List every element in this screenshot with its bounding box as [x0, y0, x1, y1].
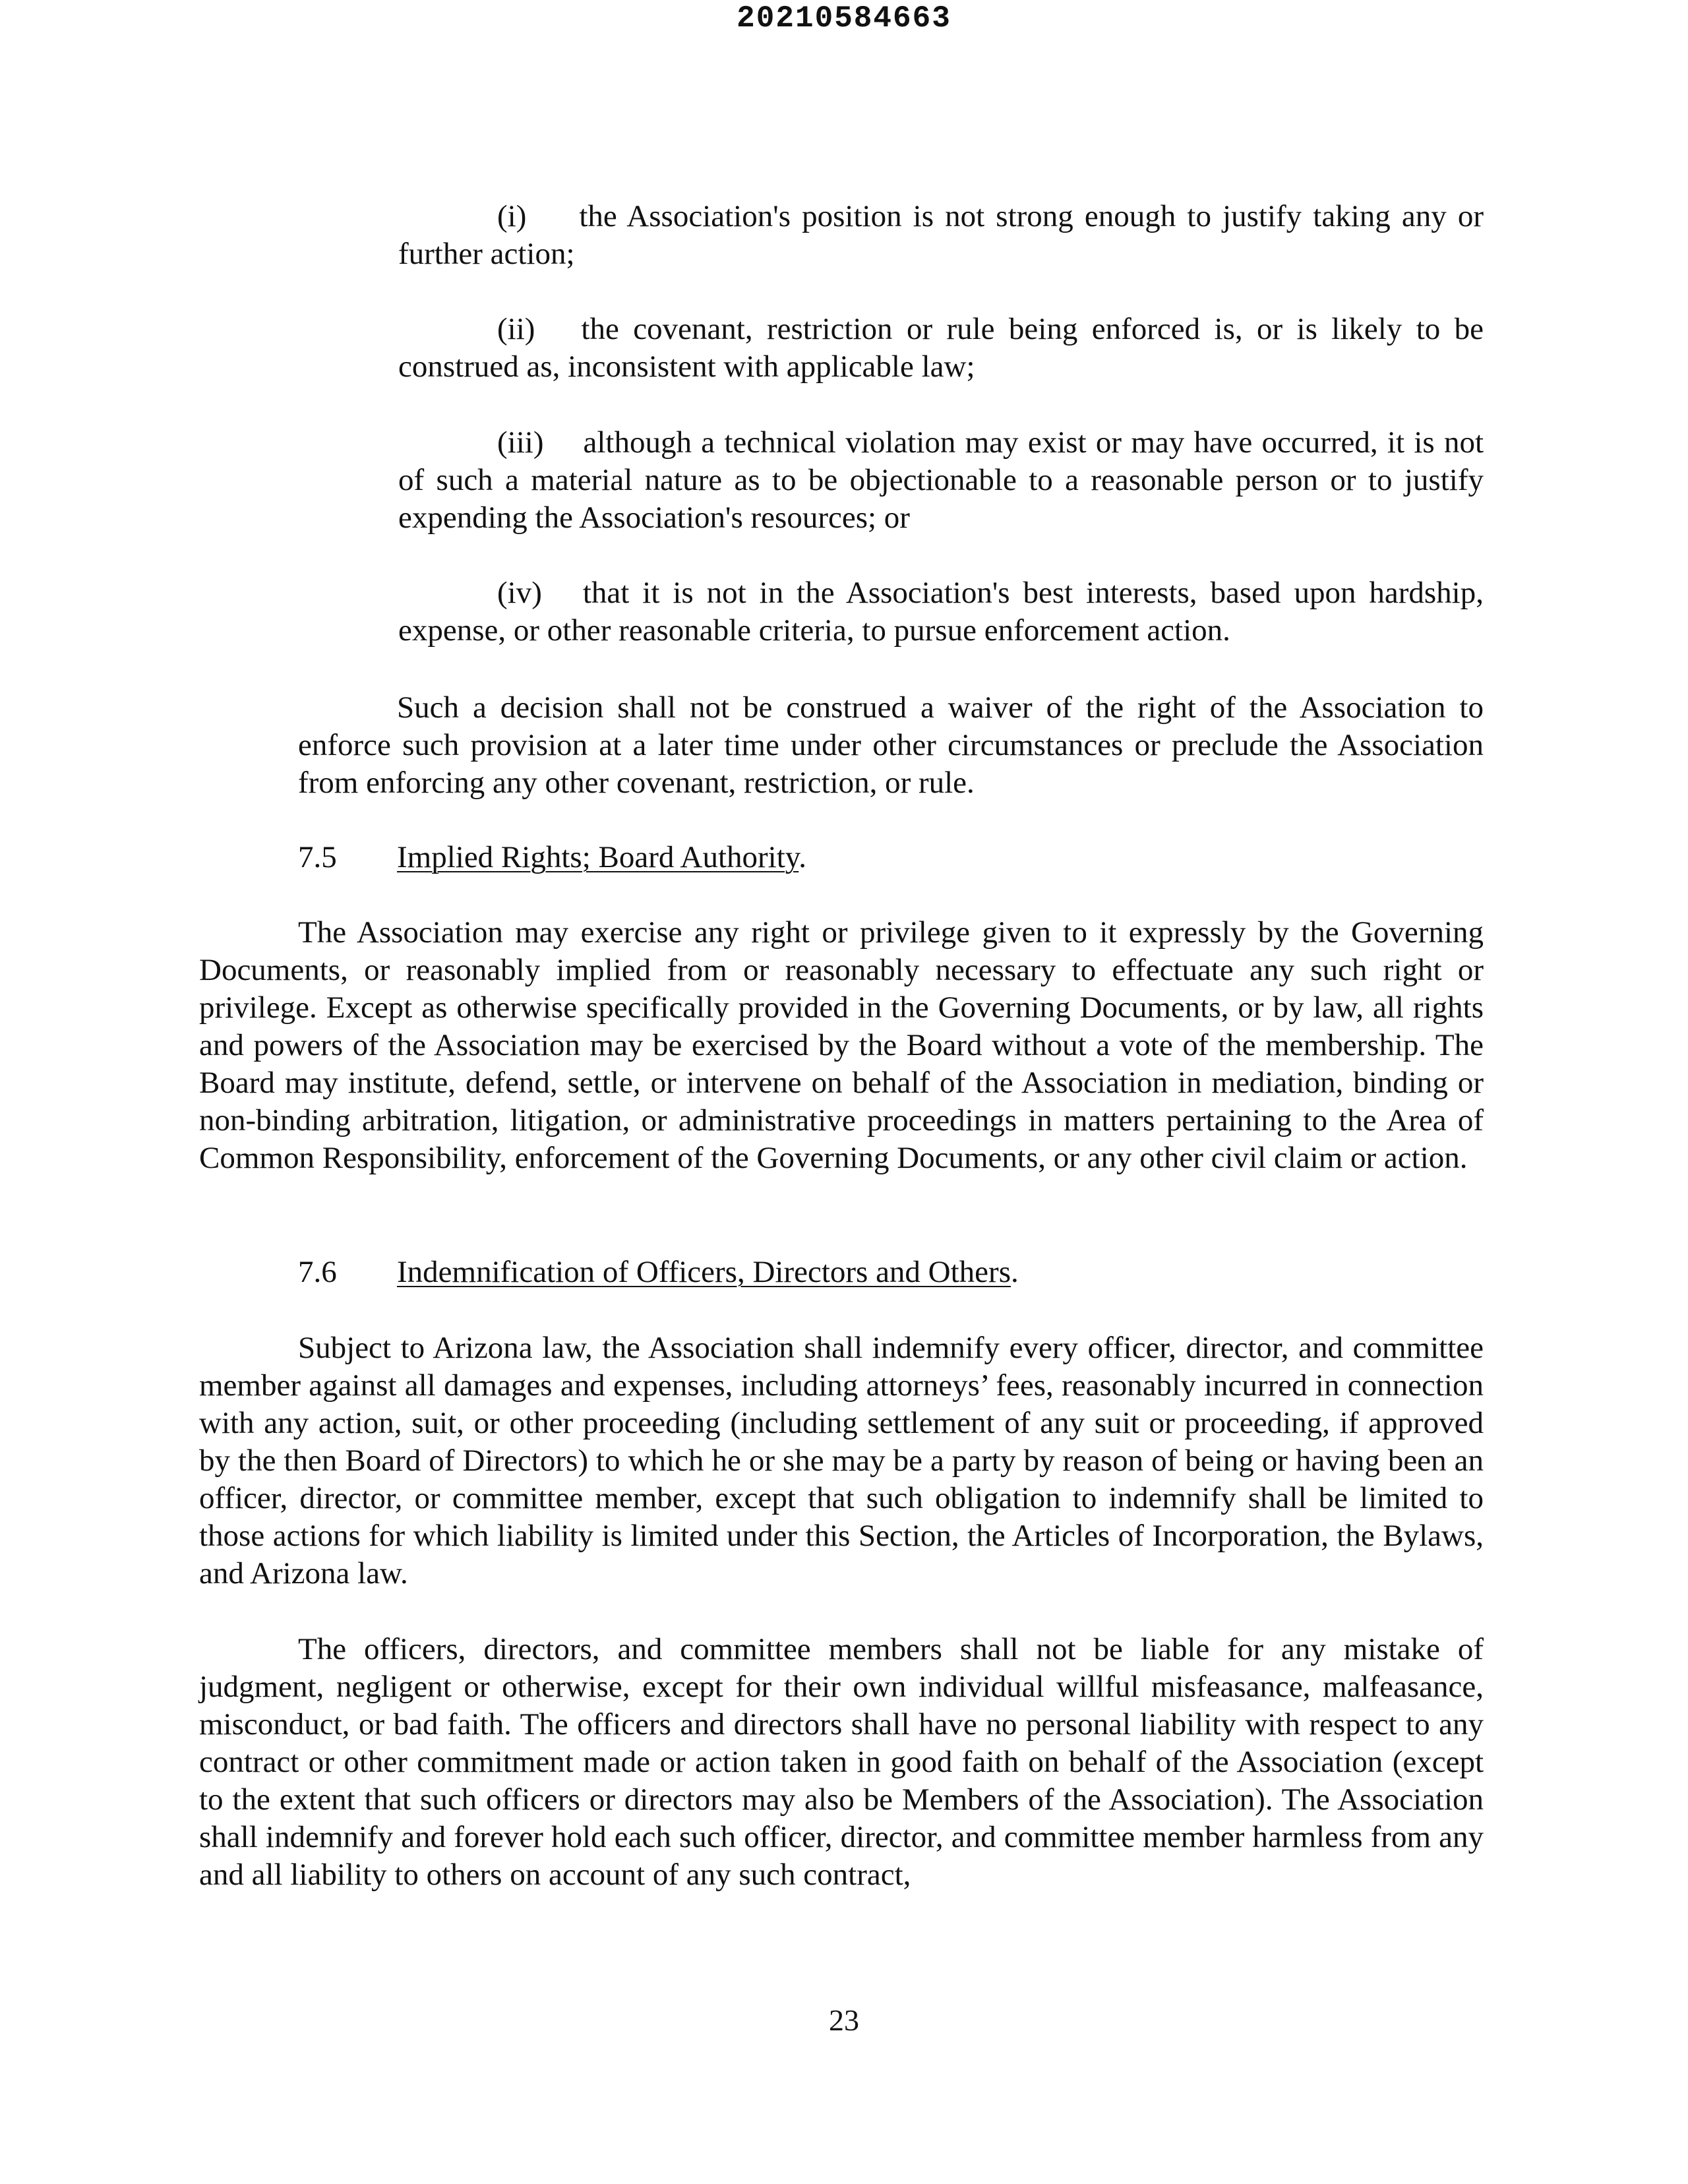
condition-label: (i): [497, 199, 527, 233]
section-7-5-heading: [298, 839, 806, 876]
document-number: 20210584663: [737, 1, 951, 36]
waiver-paragraph: Such a decision shall not be construed a waiver of the right of the Association to enforce such provision at a later time under other circumstances or preclude the Association from enforcing any other covenant, restriction, or rule.: [298, 690, 1484, 800]
page-number: 23: [829, 2003, 859, 2037]
title-period: .: [1010, 1255, 1019, 1289]
condition-text: that it is not in the Association's best interests, based upon hardship, expense, or other reasonable criteria, to pursue enforcement action.: [398, 576, 1484, 648]
condition-text: the Association's position is not strong enough to justify taking any or further action;: [398, 199, 1484, 271]
condition-iii: [398, 424, 1484, 537]
section-7-5-paragraph: The Association may exercise any right or privilege given to it expressly by the Governing Documents, or reasonably implied from or reasonably necessary to effectuate any such right or privilege. Except as otherwise specifically provided in the Governing Documents, or by law, all rights and powers of the Association may be exercised by the Board without a vote of the membership. The Board may institute, defend, settle, or intervene on behalf of the Association in mediation, binding or non-binding arbitration, litigation, or administrative proceedings in matters pertaining to the Area of Common Responsibility, enforcement of the Governing Documents, or any other civil claim or action.: [199, 915, 1484, 1175]
condition-i: [398, 198, 1484, 273]
section-number: 7.5: [298, 840, 337, 874]
condition-label: (ii): [497, 312, 535, 346]
section-number: 7.6: [298, 1255, 337, 1289]
condition-label: (iv): [497, 576, 542, 610]
section-7-6-paragraph-2: The officers, directors, and committee members shall not be liable for any mistake of judgment, negligent or otherwise, except for their own individual willful misfeasance, malfeasance, misconduct, or bad faith. The officers and directors shall have no personal liability with respect to any contract or other commitment made or action taken in good faith on behalf of the Association (except to the extent that such officers or directors may also be Members of the Association). The Association shall indemnify and forever hold each such officer, director, and committee member harmless from any and all liability to others on account of any such contract,: [199, 1632, 1484, 1892]
section-7-6-paragraph-1: Subject to Arizona law, the Association shall indemnify every officer, director, and committee member against all damages and expenses, including attorneys’ fees, reasonably incurred in connection with any action, suit, or other proceeding (including settlement of any suit or proceeding, if approved by the then Board of Directors) to which he or she may be a party by reason of being or having been an officer, director, or committee member, except that such obligation to indemnify shall be limited to those actions for which liability is limited under this Section, the Articles of Incorporation, the Bylaws, and Arizona law.: [199, 1331, 1484, 1591]
condition-label: (iii): [497, 425, 544, 460]
title-period: .: [799, 840, 806, 874]
condition-text: the covenant, restriction or rule being enforced is, or is likely to be construed as, inconsistent with applicable law;: [398, 312, 1484, 384]
condition-iv: [398, 574, 1484, 650]
section-title: Implied Rights; Board Authority: [397, 840, 799, 874]
section-7-6-heading: [298, 1254, 1019, 1291]
condition-ii: [398, 311, 1484, 386]
condition-text: although a technical violation may exist or may have occurred, it is not of such a material nature as to be objectionable to a reasonable person or to justify expending the Association's resources; or: [398, 425, 1484, 535]
section-title: Indemnification of Officers, Directors and Others: [397, 1255, 1011, 1289]
